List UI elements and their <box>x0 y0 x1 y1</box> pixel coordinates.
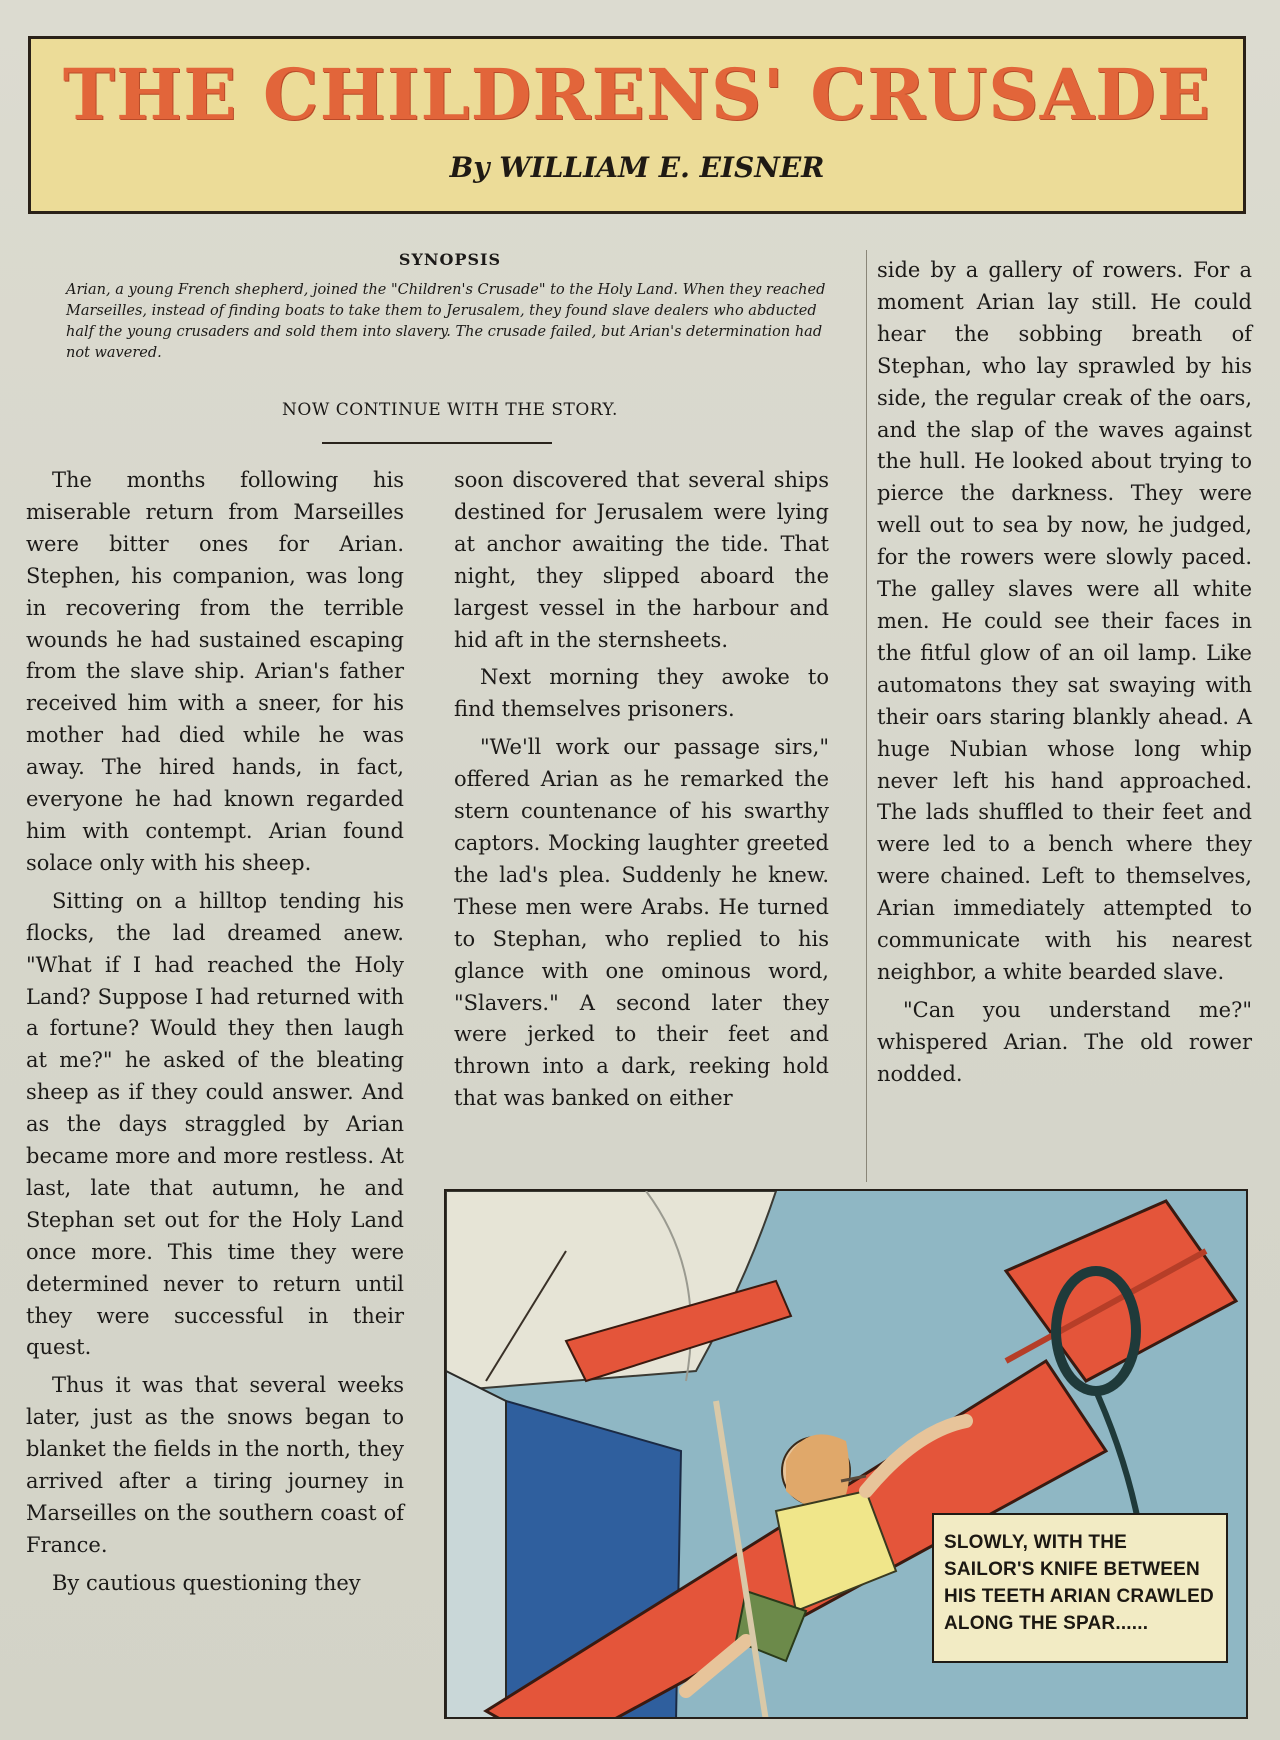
title-banner <box>28 36 1246 214</box>
paragraph: "We'll work our passage sirs," offered Arian as he remarked the stern countenance of his swarthy captors. Mocking laughter greeted the lad's plea. Suddenly he knew. These men were Arabs. He turned to Stephan, who replied to his glance with one ominous word, "Slavers." A second later they were jerked to their feet and thrown into a dark, reeking hold that was banked on either <box>454 735 829 1111</box>
paragraph: soon discovered that several ships destined for Jerusalem were lying at anchor awaiting the tide. That night, they slipped aboard the largest vessel in the harbour and hid aft in the sternsheets. <box>454 468 829 652</box>
panel-caption: SLOWLY, WITH THE SAILOR'S KNIFE BETWEEN HIS TEETH ARIAN CRAWLED ALONG THE SPAR...... <box>932 1513 1228 1663</box>
page-title: THE CHILDRENS' CRUSADE <box>62 53 1212 136</box>
author-byline: By WILLIAM E. EISNER <box>449 151 825 184</box>
paragraph: Next morning they awoke to find themselves prisoners. <box>454 665 829 722</box>
paragraph: The months following his miserable return from Marseilles were bitter ones for Arian. Stephen, his companion, was long in recovering from the terrible wounds he had sustained escaping from the slave ship. Arian's father received him with a sneer, for his mother had died while he was away. The hired hands, in fact, everyone he had known regarded him with contempt. Arian found solace only with his sheep. <box>26 468 404 875</box>
synopsis-heading: SYNOPSIS <box>398 250 502 269</box>
story-column-middle <box>454 465 829 1115</box>
paragraph: Thus it was that several weeks later, just as the snows began to blanket the fields in the north, they arrived after a tiring journey in Marseilles on the southern coast of France. <box>26 1373 404 1557</box>
paragraph: side by a gallery of rowers. For a moment Arian lay still. He could hear the sobbing breath of Stephan, who lay sprawled by his side, the regular creak of the oars, and the slap of the waves against the hull. He looked about trying to pierce the darkness. They were well out to sea by now, he judged, for the rowers were slowly paced. The galley slaves were all white men. He could see their faces in the fitful glow of an oil lamp. Like automatons they sat swaying with their oars staring blankly ahead. A huge Nubian whose long whip never left his hand approached. The lads shuffled to their feet and were led to a bench where they were chained. Left to themselves, Arian immediately attempted to communicate with his nearest neighbor, a white bearded slave. <box>877 258 1252 984</box>
paragraph: Sitting on a hilltop tending his flocks, the lad dreamed anew. "What if I had reached the Holy Land? Suppose I had returned with a fortune? Would they then laugh at me?" he asked of the bleating sheep as if they could answer. And as the days straggled by Arian became more and more restless. At last, late that autumn, he and Stephan set out for the Holy Land once more. This time they were determined never to return until they were successful in their quest. <box>26 888 404 1360</box>
paragraph: "Can you understand me?" whispered Arian. The old rower nodded. <box>877 997 1252 1086</box>
continue-line: NOW CONTINUE WITH THE STORY. <box>282 400 618 420</box>
column-divider <box>866 250 867 1182</box>
deck-side <box>446 1371 506 1719</box>
story-column-left <box>26 465 404 1600</box>
story-column-right <box>877 255 1252 1091</box>
section-divider <box>322 442 552 444</box>
synopsis-text: Arian, a young French shepherd, joined the "Children's Crusade" to the Holy Land. When they reached Marseilles, instead of finding boats to take them to Jerusalem, they found slave dealers who abducted half the young crusaders and sold them into slavery. The crusade failed, but Arian's determination had not wavered. <box>66 282 826 361</box>
paragraph: By cautious questioning they <box>52 1570 361 1595</box>
comic-panel <box>444 1189 1248 1719</box>
